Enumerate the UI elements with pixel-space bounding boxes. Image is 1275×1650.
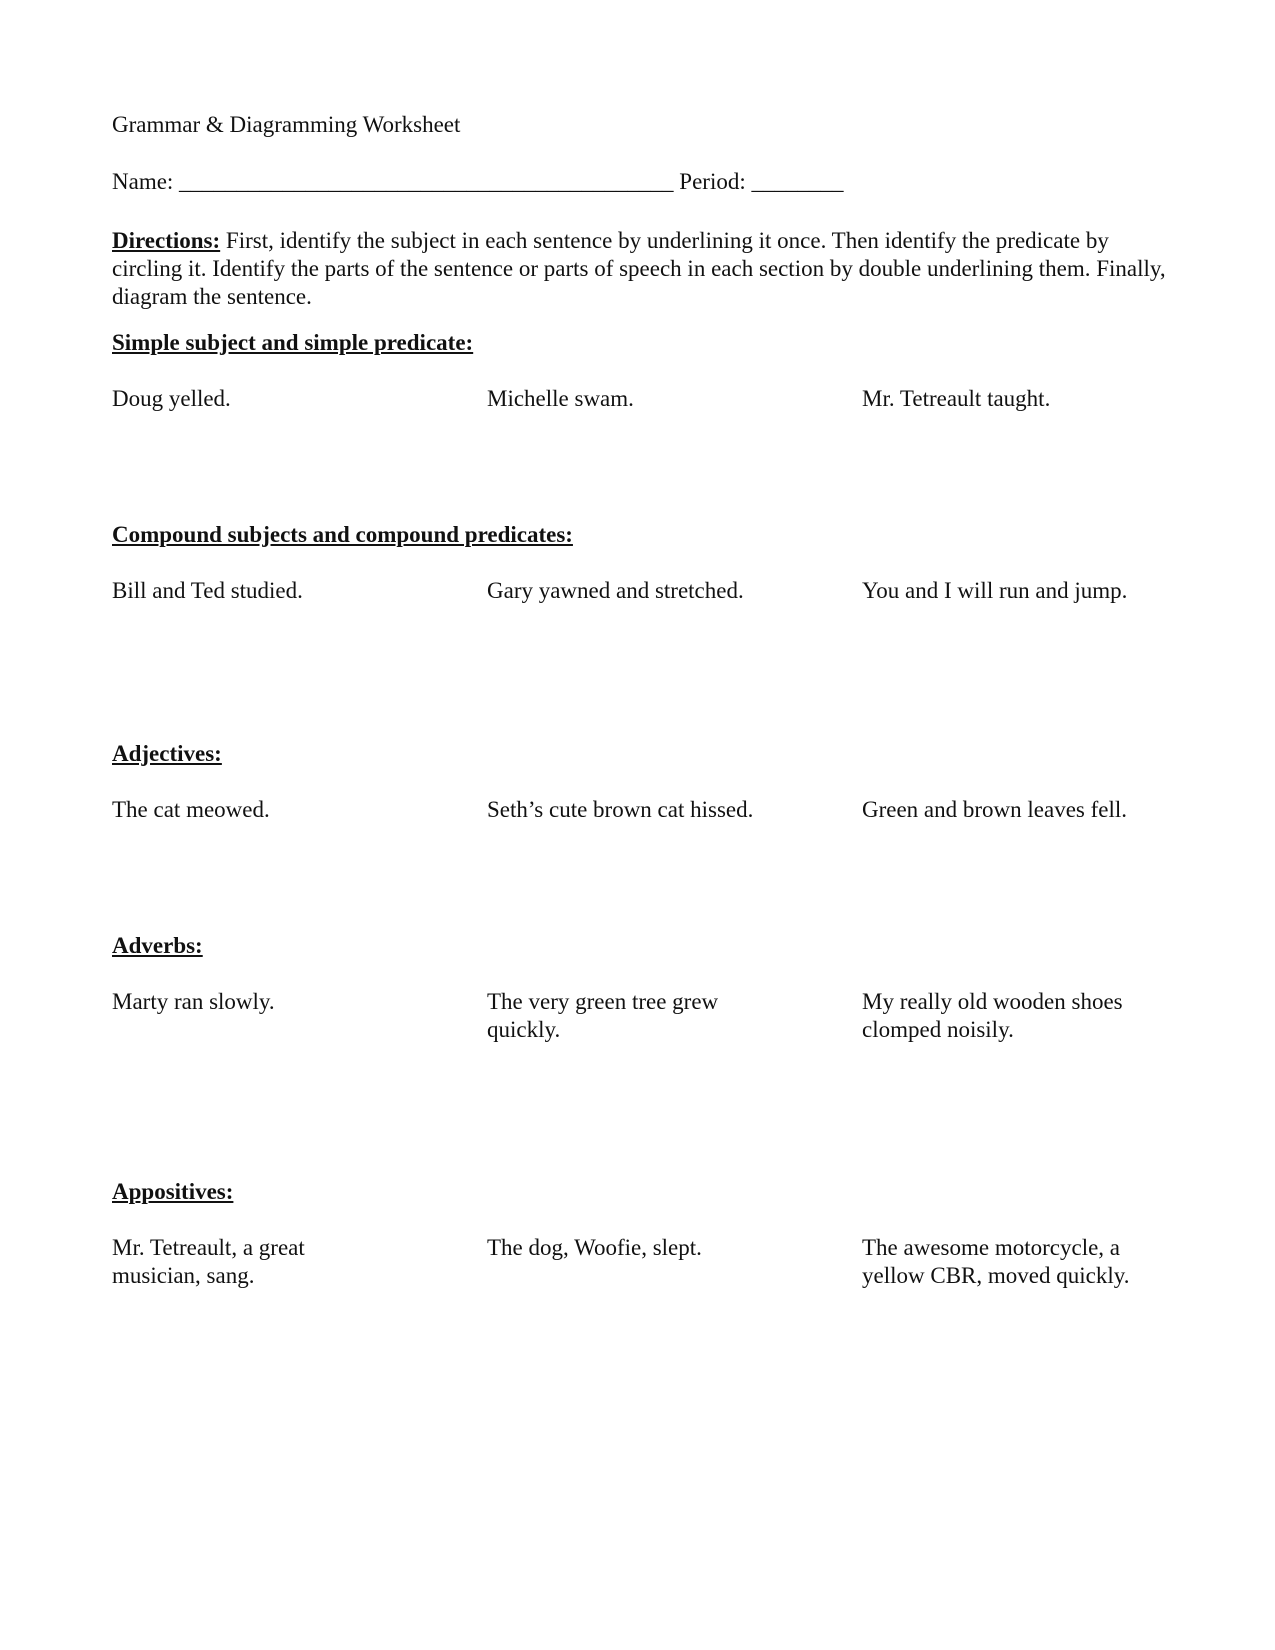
section-heading-compound: Compound subjects and compound predicates: xyxy=(112,522,573,547)
name-period-line: Name: ___________________________________________ Period: ________ xyxy=(112,169,844,194)
sentence: The awesome motorcycle, a yellow CBR, moved quickly. xyxy=(862,1235,1130,1288)
sentence: The cat meowed. xyxy=(112,797,270,822)
sentence: Doug yelled. xyxy=(112,386,231,411)
sentence: Michelle swam. xyxy=(487,386,634,411)
sentence: My really old wooden shoes clomped noisily. xyxy=(862,989,1123,1042)
sentence: Mr. Tetreault taught. xyxy=(862,386,1051,411)
sentence: You and I will run and jump. xyxy=(862,578,1128,603)
directions-paragraph xyxy=(112,227,1172,311)
section-heading-adverbs: Adverbs: xyxy=(112,933,203,958)
directions-label: Directions: xyxy=(112,228,221,253)
sentence: Gary yawned and stretched. xyxy=(487,578,744,603)
sentence: Bill and Ted studied. xyxy=(112,578,303,603)
section-heading-simple: Simple subject and simple predicate: xyxy=(112,330,474,355)
section-heading-adjectives: Adjectives: xyxy=(112,741,222,766)
sentence: Marty ran slowly. xyxy=(112,989,275,1014)
section-heading-appositives: Appositives: xyxy=(112,1179,234,1204)
sentence: The very green tree grew quickly. xyxy=(487,989,719,1042)
sentence: Green and brown leaves fell. xyxy=(862,797,1128,822)
sentence: Mr. Tetreault, a great musician, sang. xyxy=(112,1235,305,1288)
sentence: The dog, Woofie, slept. xyxy=(487,1235,702,1260)
sentence: Seth’s cute brown cat hissed. xyxy=(487,797,754,822)
worksheet-title: Grammar & Diagramming Worksheet xyxy=(112,112,461,137)
directions-text: First, identify the subject in each sentence by underlining it once. Then identify the predicate by circling it. Identify the parts of the sentence or parts of speech in each section by double underlining them. Finally, diagram the sentence. xyxy=(112,228,1166,309)
